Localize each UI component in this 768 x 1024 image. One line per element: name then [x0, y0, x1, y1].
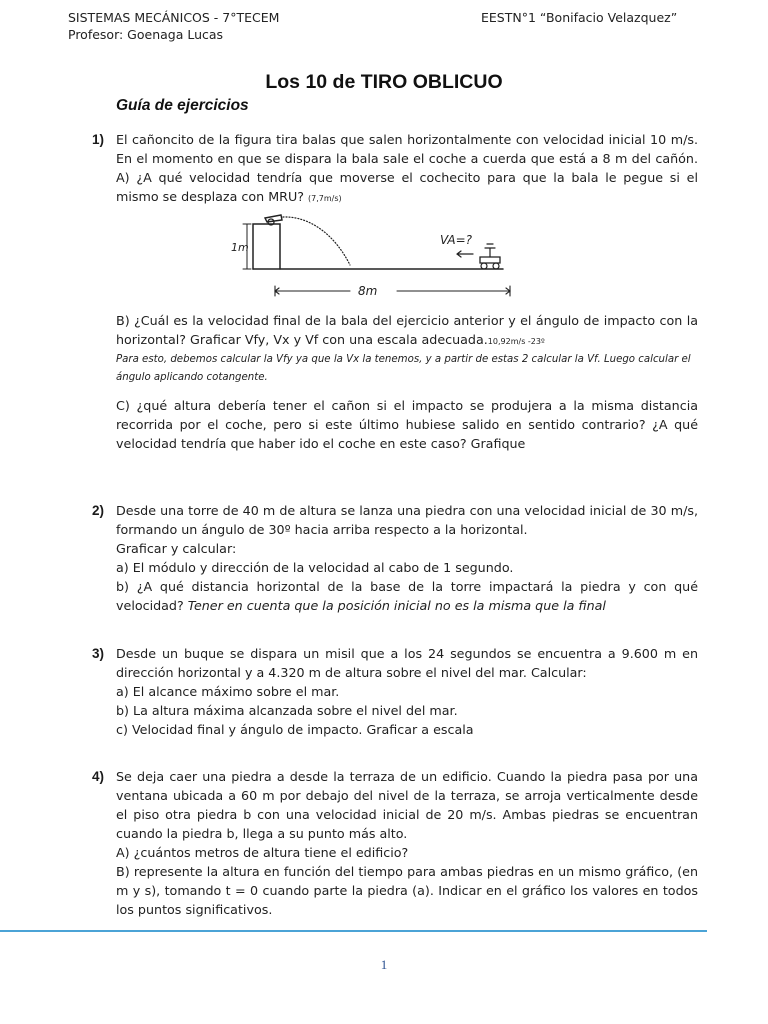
car-icon	[480, 257, 500, 263]
exercise-2-line-4: b) ¿A qué distancia horizontal de la base de la torre impactará la piedra y con qué velocidad?	[116, 579, 698, 613]
header-professor: Profesor: Goenaga Lucas	[68, 27, 224, 42]
tower-shape	[253, 224, 280, 269]
velocity-label: VA=?	[440, 233, 473, 247]
exercise-1-part-c	[116, 396, 698, 453]
exercise-2-line-1: Desde una torre de 40 m de altura se lanza una piedra con una velocidad inicial de 30 m/s, formando un ángulo de 30º hacia arriba respecto a la horizontal.	[116, 503, 698, 537]
exercise-3-line-2: a) El alcance máximo sobre el mar.	[116, 684, 340, 699]
exercise-2-body	[116, 501, 698, 615]
page-number: 1	[380, 957, 388, 972]
exercise-2-line-2: Graficar y calcular:	[116, 541, 237, 556]
distance-dimension	[275, 286, 510, 296]
height-label: 1m	[231, 241, 249, 254]
header-subject: SISTEMAS MECÁNICOS - 7°TECEM	[68, 10, 280, 25]
part-c-text: C) ¿qué altura debería tener el cañon si el impacto se produjera a la misma distancia recorrida por el coche, pero si este último hubiese salido en sentido contrario? ¿A qué velocidad tendría que haber ido el coche en este caso? Grafique	[116, 398, 698, 451]
part-b-note: Para esto, debemos calcular la Vfy ya que la Vx la tenemos, y a partir de estas 2 calcular la Vf. Luego calcular el ángulo aplicando cotangente.	[116, 354, 691, 383]
part-b-text: B) ¿Cuál es la velocidad final de la bala del ejercicio anterior y el ángulo de impacto con la horizontal? Graficar Vfy, Vx y Vf con una escala adecuada.	[116, 313, 698, 347]
exercise-number: 3)	[92, 646, 105, 661]
exercise-2-line-4-note: Tener en cuenta que la posición inicial no es la misma que la final	[187, 598, 606, 613]
exercise-number: 2)	[92, 503, 105, 518]
exercise-1-part-a	[116, 130, 698, 208]
part-a-answer: (7,7m/s)	[308, 194, 342, 203]
exercise-4-line-3: B) represente la altura en función del tiempo para ambas piedras en un mismo gráfico, (en m y s), tomando t = 0 cuando parte la piedra (a). Indicar en el gráfico los valores en todos los puntos significativos.	[116, 864, 698, 917]
part-a-text: El cañoncito de la figura tira balas que salen horizontalmente con velocidad inicial 10 m/s. En el momento en que se dispara la bala sale el coche a cuerda que está a 8 m del cañón. A) ¿A qué velocidad tendría que moverse el cochecito para que la bala le pegue si el mismo se desplaza con MRU?	[116, 132, 698, 204]
header-school: EESTN°1 “Bonifacio Velazquez”	[481, 10, 678, 25]
exercise-4-line-1: Se deja caer una piedra a desde la terraza de un edificio. Cuando la piedra pasa por una ventana ubicada a 60 m por debajo del nivel de la terraza, se arroja verticalmente desde el piso otra piedra b con una velocidad inicial de 20 m/s. Ambas piedras se encuentran cuando la piedra b, llega a su punto más alto.	[116, 769, 698, 841]
trajectory-curve	[283, 217, 350, 265]
part-b-answer: 10,92m/s -23º	[487, 337, 545, 346]
header-left	[68, 9, 279, 43]
exercise-3-line-4: c) Velocidad final y ángulo de impacto. Graficar a escala	[116, 722, 474, 737]
exercise-1-part-b	[116, 311, 698, 387]
page-title: Los 10 de TIRO OBLICUO	[265, 71, 503, 93]
exercise-3-line-3: b) La altura máxima alcanzada sobre el nivel del mar.	[116, 703, 458, 718]
distance-label: 8m	[358, 284, 378, 298]
exercise-number: 4)	[92, 769, 105, 784]
exercise-number: 1)	[92, 132, 105, 147]
exercise-3-body	[116, 644, 698, 739]
exercise-4-line-2: A) ¿cuántos metros de altura tiene el edificio?	[116, 845, 409, 860]
cannon-car-figure	[225, 207, 515, 303]
footer-divider	[0, 930, 707, 932]
exercise-4-body	[116, 767, 698, 919]
exercise-2-line-3: a) El módulo y dirección de la velocidad al cabo de 1 segundo.	[116, 560, 514, 575]
exercise-3-line-1: Desde un buque se dispara un misil que a los 24 segundos se encuentra a 9.600 m en dirección horizontal y a 4.320 m de altura sobre el nivel del mar. Calcular:	[116, 646, 698, 680]
velocity-arrow	[457, 251, 473, 257]
page-subtitle: Guía de ejercicios	[116, 97, 249, 114]
